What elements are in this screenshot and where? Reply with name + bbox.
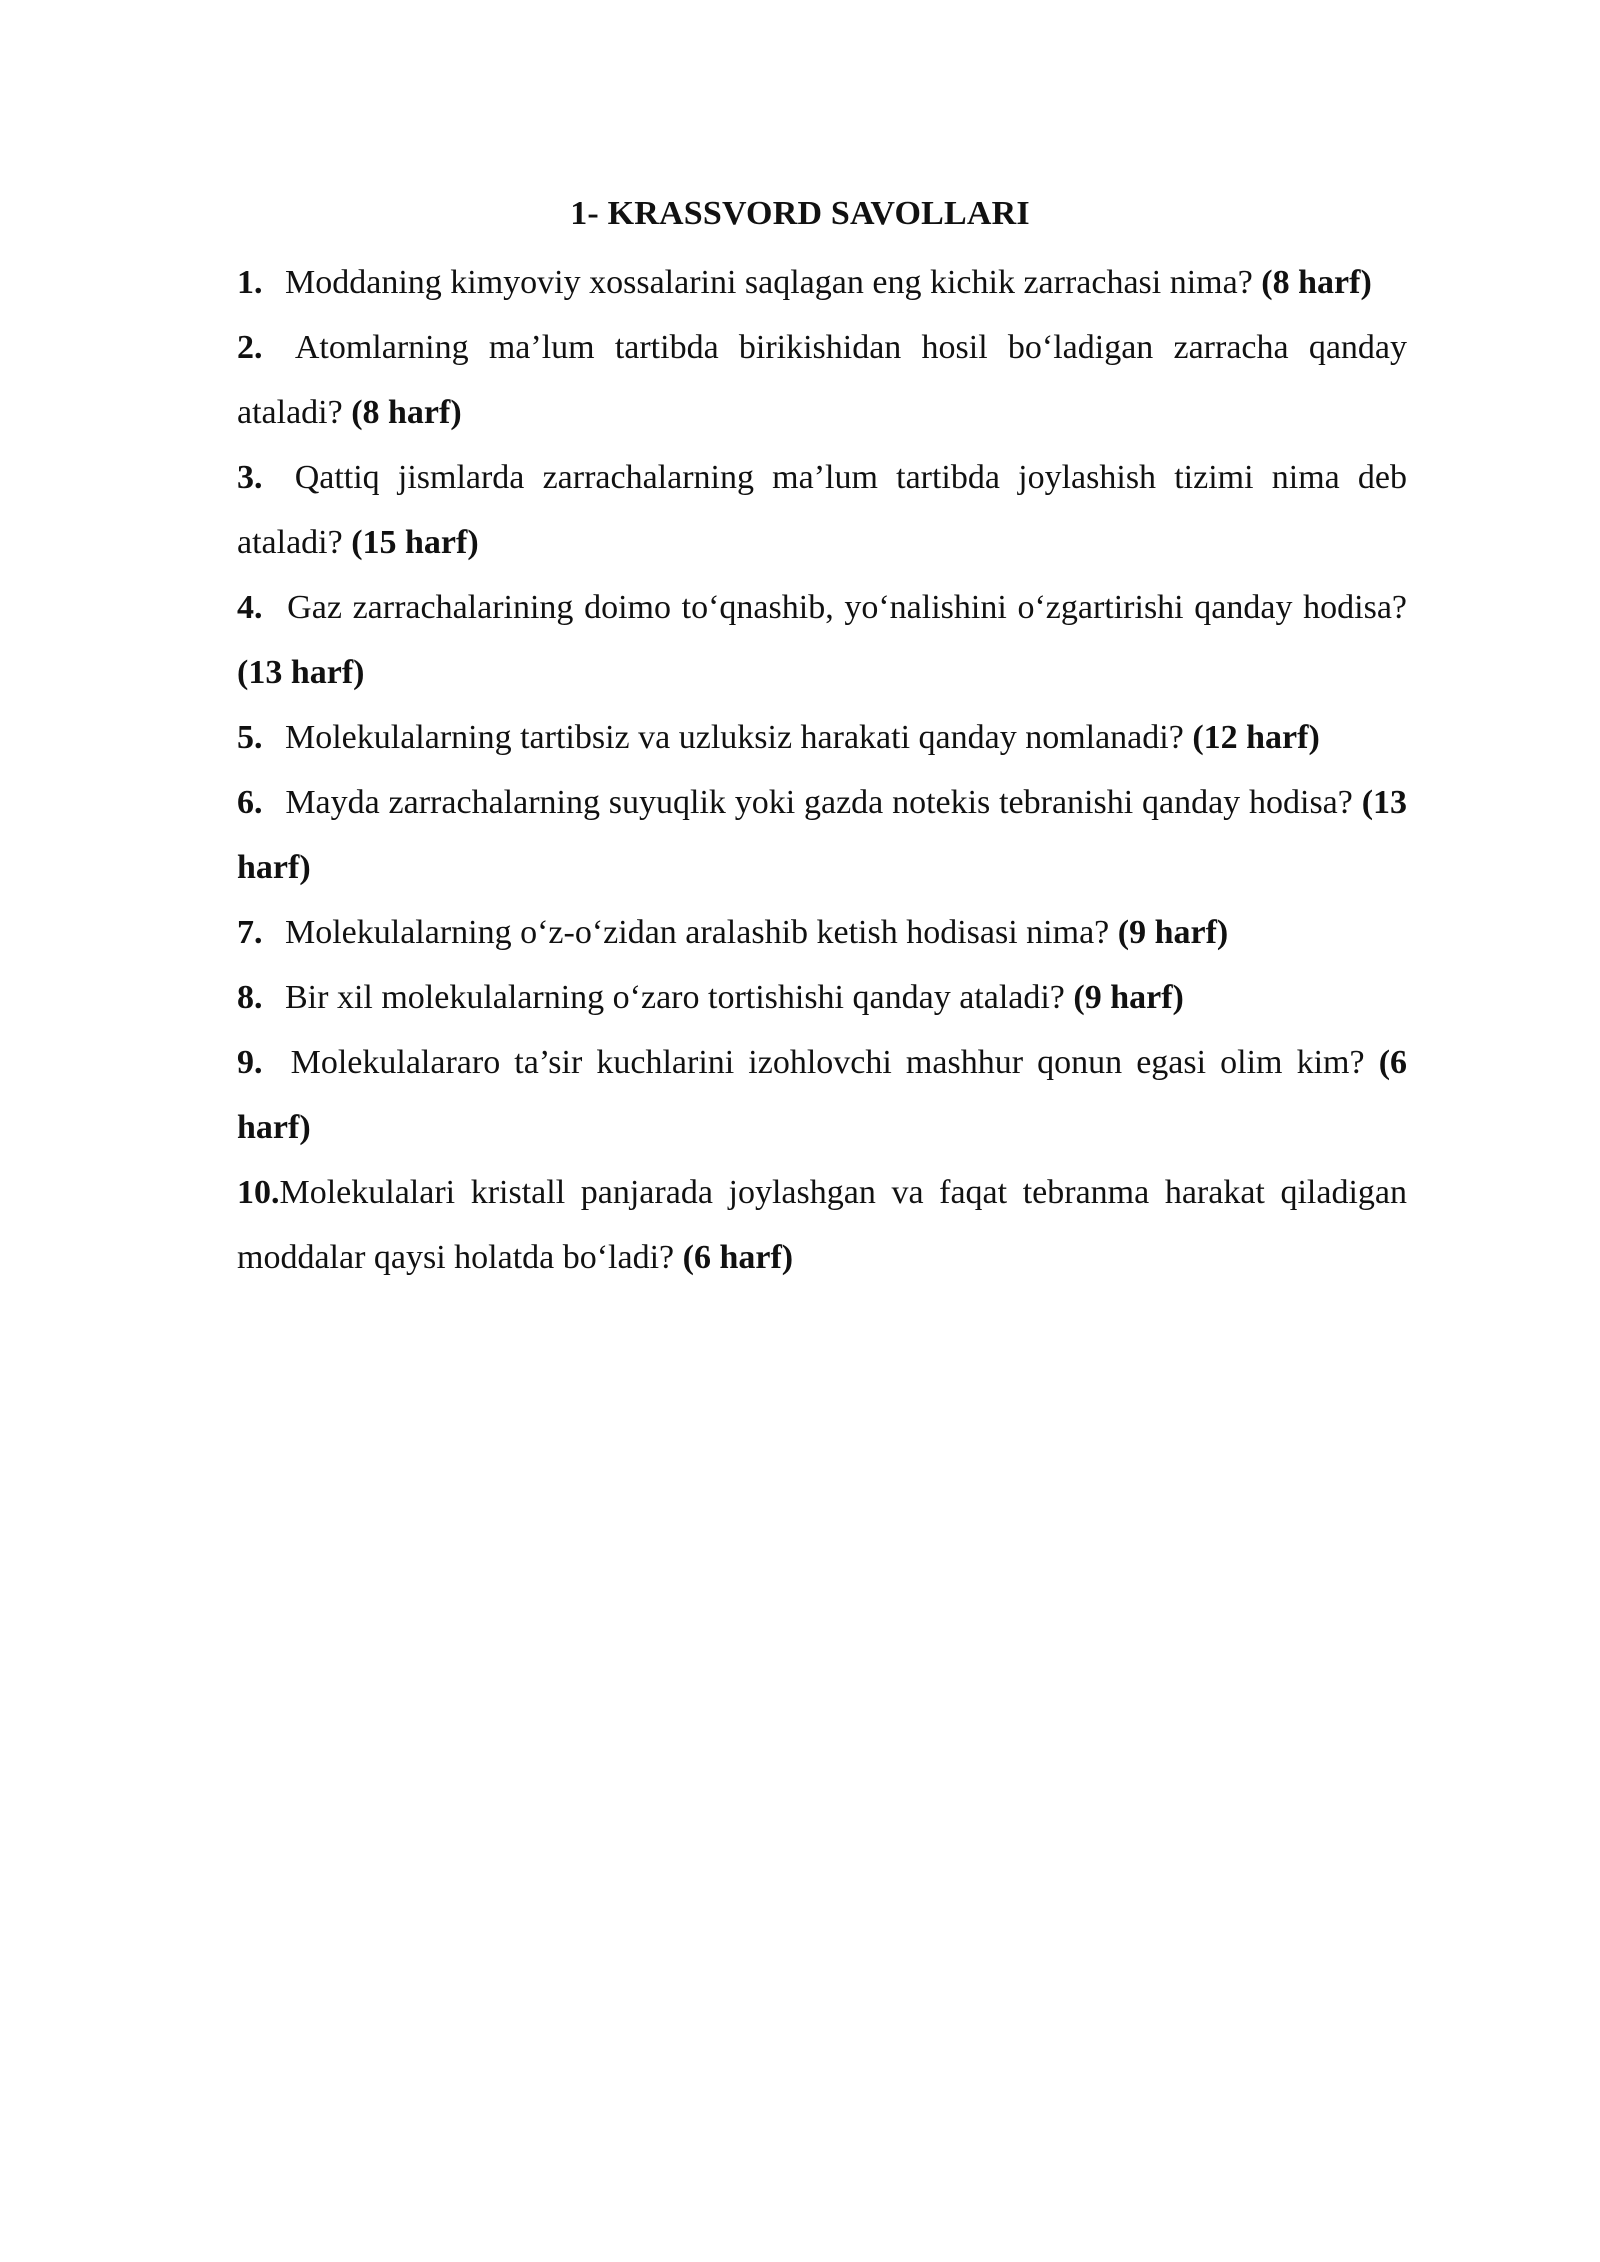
question-text: Bir xil molekulalarning o‘zaro tortishishi qanday ataladi? — [285, 979, 1065, 1016]
question-text: Gaz zarrachalarining doimo to‘qnashib, yo‘nalishini o‘zgartirishi qanday hodisa? — [287, 589, 1407, 626]
question-item — [237, 315, 1407, 445]
question-text: Molekulalarning tartibsiz va uzluksiz harakati qanday nomlanadi? — [285, 719, 1184, 756]
question-text: Molekulalari kristall panjarada joylashgan va faqat tebranma harakat qiladigan moddalar qaysi holatda bo‘ladi? — [237, 1174, 1407, 1276]
question-item — [237, 1030, 1407, 1160]
letter-count-hint: (9 harf) — [1117, 914, 1229, 951]
question-number: 4. — [237, 589, 263, 626]
question-text: Molekulalarning o‘z-o‘zidan aralashib ketish hodisasi nima? — [285, 914, 1110, 951]
question-number: 8. — [237, 979, 263, 1016]
letter-count-hint: (13 harf) — [237, 784, 1408, 886]
question-text: Qattiq jismlarda zarrachalarning ma’lum tartibda joylashish tizimi nima deb ataladi? — [237, 459, 1408, 561]
letter-count-hint: (15 harf) — [351, 524, 479, 561]
question-item — [237, 705, 1407, 770]
question-number: 6. — [237, 784, 263, 821]
document-title: 1- KRASSVORD SAVOLLARI — [570, 195, 1030, 232]
letter-count-hint: (12 harf) — [1192, 719, 1320, 756]
letter-count-hint: (6 harf) — [237, 1044, 1408, 1146]
question-number: 9. — [237, 1044, 263, 1081]
question-number: 7. — [237, 914, 263, 951]
question-item — [237, 1160, 1407, 1290]
question-item — [237, 250, 1407, 315]
question-number: 10. — [237, 1174, 280, 1211]
letter-count-hint: (8 harf) — [351, 394, 462, 431]
question-item — [237, 965, 1407, 1030]
question-number: 5. — [237, 719, 263, 756]
letter-count-hint: (6 harf) — [682, 1239, 794, 1276]
letter-count-hint: (13 harf) — [237, 654, 365, 691]
letter-count-hint: (8 harf) — [1261, 264, 1372, 301]
question-item — [237, 770, 1407, 900]
question-text: Molekulalararo ta’sir kuchlarini izohlovchi mashhur qonun egasi olim kim? — [290, 1044, 1365, 1081]
question-item — [237, 900, 1407, 965]
question-number: 2. — [237, 329, 263, 366]
question-number: 1. — [237, 264, 263, 301]
question-list — [237, 250, 1407, 1290]
question-text: Atomlarning ma’lum tartibda birikishidan hosil bo‘ladigan zarracha qanday ataladi? — [237, 329, 1408, 431]
question-text: Moddaning kimyoviy xossalarini saqlagan eng kichik zarrachasi nima? — [285, 264, 1253, 301]
letter-count-hint: (9 harf) — [1073, 979, 1184, 1016]
question-text: Mayda zarrachalarning suyuqlik yoki gazda notekis tebranishi qanday hodisa? — [285, 784, 1353, 821]
question-item — [237, 445, 1407, 575]
question-number: 3. — [237, 459, 263, 496]
question-item — [237, 575, 1407, 705]
